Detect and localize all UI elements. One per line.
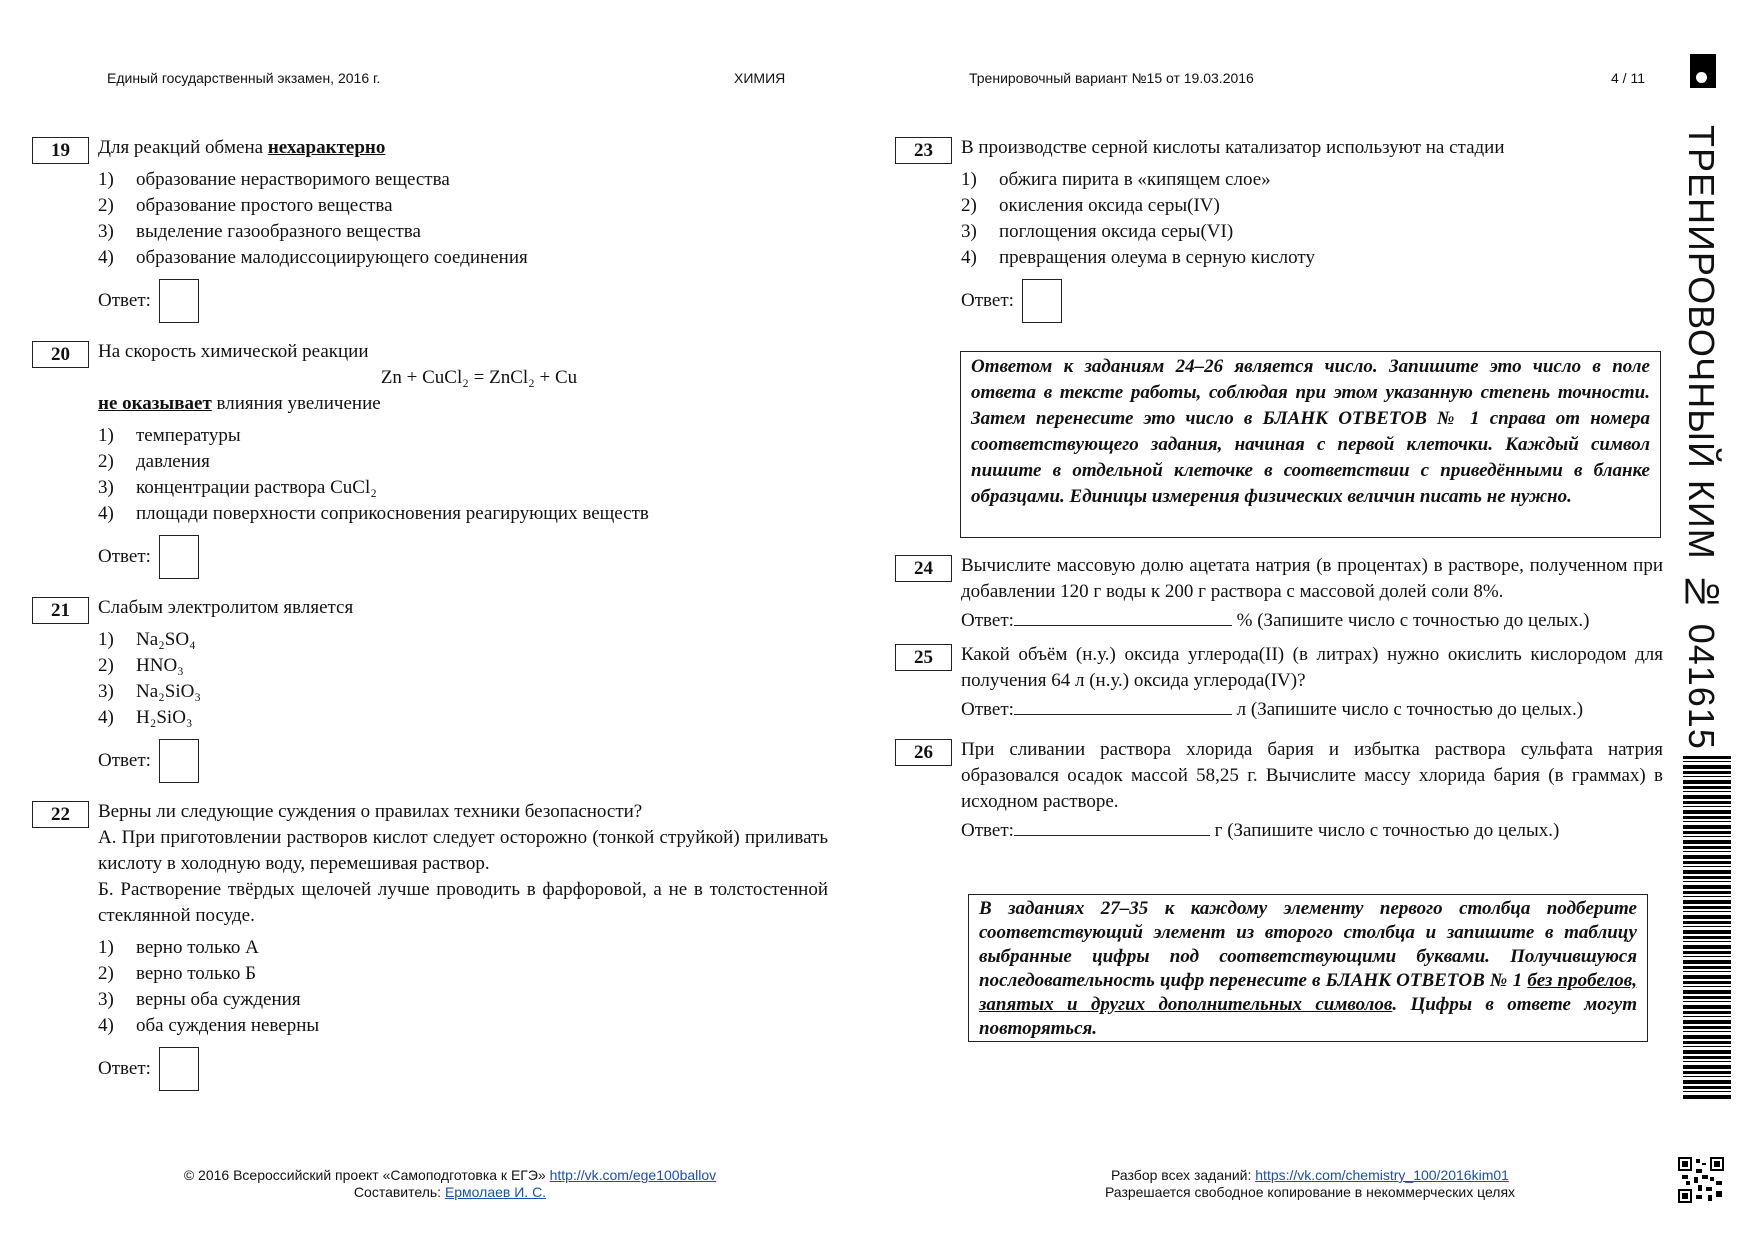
answer-row [98, 277, 800, 325]
question-text: Какой объём (н.у.) оксида углерода(II) (в литрах) нужно окислить кислородом для получения 64 л (н.у.) оксида углерода(IV)? [961, 644, 1663, 691]
answer-row [98, 533, 800, 581]
question-text: Вычислите массовую долю ацетата натрия (в процентах) в растворе, полученном при добавлении 120 г воды к 200 г раствора с массовой долей соли 8%. [961, 555, 1663, 602]
task-number: 24 [895, 555, 952, 582]
answer-line[interactable] [1014, 815, 1210, 836]
answer-row [961, 815, 1663, 844]
question-text: В производстве серной кислоты катализатор используют на стадии [961, 137, 1505, 158]
answer-box[interactable] [159, 739, 199, 783]
header-exam: Единый государственный экзамен, 2016 г. [107, 70, 381, 86]
options-list [961, 167, 1663, 271]
task-number: 19 [32, 137, 89, 164]
answer-label: Ответ: [961, 610, 1014, 631]
option-4: 4) площади поверхности соприкосновения реагирующих веществ [98, 503, 649, 524]
task-19 [30, 135, 800, 325]
option-2: 2) образование простого вещества [98, 195, 393, 216]
option-4: 4) H₂SiO₃ [98, 707, 193, 728]
answer-hint: г (Запишите число с точностью до целых.) [1214, 820, 1560, 841]
header-page: 4 / 11 [1611, 70, 1645, 86]
question-text: При сливании раствора хлорида бария и избытка раствора сульфата натрия образовался осадок массой 58,25 г. Вычислите массу хлорида бария (в граммах) в исходном растворе. [961, 739, 1663, 812]
answer-label: Ответ: [98, 750, 151, 771]
options-list [98, 627, 800, 731]
reaction-equation: Zn + CuCl₂ = ZnCl₂ + Cu [380, 367, 578, 388]
option-3: 3) концентрации раствора CuCl₂ [98, 477, 377, 498]
answer-box[interactable] [159, 279, 199, 323]
task-number: 23 [895, 137, 952, 164]
task-20 [30, 339, 800, 581]
question-text: Верны ли следующие суждения о правилах техники безопасности? [98, 801, 643, 822]
answer-row [961, 277, 1663, 325]
option-4: 4) оба суждения неверны [98, 1015, 320, 1036]
answer-label: Ответ: [98, 546, 151, 567]
options-list [98, 167, 800, 271]
option-1: 1) образование нерастворимого вещества [98, 169, 450, 190]
answer-row [98, 1045, 800, 1093]
option-1: 1) верно только А [98, 937, 259, 958]
question-text-2: не оказывает влияния увеличение [98, 393, 381, 414]
answer-hint: л (Запишите число с точностью до целых.) [1236, 699, 1584, 720]
author-link[interactable]: Ермолаев И. С. [444, 1184, 547, 1200]
answer-box[interactable] [159, 1047, 199, 1091]
statement-b: Б. Растворение твёрдых щелочей лучше проводить в фарфоровой, а не в толстостенной стеклянной посуде. [98, 879, 828, 926]
answer-line[interactable] [1014, 694, 1232, 715]
task-number: 25 [895, 644, 952, 671]
answer-box[interactable] [159, 535, 199, 579]
option-4: 4) образование малодиссоциирующего соединения [98, 247, 528, 268]
barcode [1683, 756, 1731, 1101]
answer-box[interactable] [1022, 279, 1062, 323]
task-22 [30, 799, 828, 1093]
option-4: 4) превращения олеума в серную кислоту [961, 247, 1315, 268]
qr-code-icon [1678, 1157, 1724, 1203]
answer-row [961, 694, 1663, 723]
answer-line[interactable] [1014, 605, 1232, 626]
answer-label: Ответ: [961, 290, 1014, 311]
footer-left: © 2016 Всероссийский проект «Самоподготовка к ЕГЭ» http://vk.com/ege100ballov Составитель: Ермолаев И. С. [183, 1167, 717, 1200]
copyright-link[interactable]: http://vk.com/ege100ballov [549, 1167, 717, 1183]
header-variant: Тренировочный вариант №15 от 19.03.2016 [969, 70, 1254, 86]
answer-label: Ответ: [98, 1058, 151, 1079]
answer-label: Ответ: [961, 820, 1014, 841]
option-3: 3) выделение газообразного вещества [98, 221, 421, 242]
statement-a: А. При приготовлении растворов кислот следует осторожно (тонкой струйкой) приливать кислоту в холодную воду, перемешивая раствор. [98, 827, 828, 874]
option-2: 2) верно только Б [98, 963, 257, 984]
task-26 [893, 737, 1663, 844]
question-text: Для реакций обмена нехарактерно [98, 137, 386, 158]
option-3: 3) верны оба суждения [98, 989, 301, 1010]
task-number: 20 [32, 341, 89, 368]
option-1: 1) температуры [98, 425, 241, 446]
side-title: ТРЕНИРОВОЧНЫЙ КИМ № 041615 [1681, 125, 1722, 750]
answer-label: Ответ: [98, 290, 151, 311]
option-1: 1) обжига пирита в «кипящем слое» [961, 169, 1271, 190]
header-subject: ХИМИЯ [734, 70, 786, 86]
answer-row [961, 605, 1663, 634]
answer-hint: % (Запишите число с точностью до целых.) [1236, 610, 1590, 631]
option-1: 1) Na₂SO₄ [98, 629, 196, 650]
option-3: 3) поглощения оксида серы(VI) [961, 221, 1234, 242]
question-text: На скорость химической реакции [98, 341, 369, 362]
task-23 [893, 135, 1663, 325]
task-number: 21 [32, 597, 89, 624]
right-column-lower [893, 553, 1663, 858]
option-2: 2) HNO₃ [98, 655, 184, 676]
option-2: 2) давления [98, 451, 210, 472]
instruction-note-24-26: Ответом к заданиям 24–26 является число. Запишите это число в поле ответа в тексте работы, соблюдая при этом указанную степень точности. Затем перенесите это число в БЛАНК ОТВЕТОВ № 1 справа от номера соответствующего задания, начиная с первой клеточки. Каждый символ пишите в отдельной клеточке в соответствии с приведёнными в бланке образцами. Единицы измерения физических величин писать не нужно. [960, 351, 1661, 538]
right-column [893, 135, 1663, 339]
option-3: 3) Na₂SiO₃ [98, 681, 201, 702]
emphasis: нехарактерно [267, 137, 386, 158]
task-25 [893, 642, 1663, 723]
options-list [98, 423, 800, 527]
answer-label: Ответ: [961, 699, 1014, 720]
question-text: Слабым электролитом является [98, 597, 354, 618]
left-column [30, 135, 828, 1107]
task-number: 26 [895, 739, 952, 766]
instruction-note-27-35: В заданиях 27–35 к каждому элементу первого столбца подберите соответствующий элемент из второго столбца и запишите в таблицу выбранные цифры под соответствующими буквами. Получившуюся последовательность цифр перенесите в БЛАНК ОТВЕТОВ № 1 без пробелов, запятых и других дополнительных символов. Цифры в ответе могут повторяться. [968, 894, 1648, 1042]
option-2: 2) окисления оксида серы(IV) [961, 195, 1220, 216]
options-list [98, 935, 800, 1039]
corner-logo [1690, 54, 1716, 88]
answer-row [98, 737, 800, 785]
task-24 [893, 553, 1663, 634]
task-21 [30, 595, 800, 785]
footer-right: Разбор всех заданий: https://vk.com/chemistry_100/2016kim01 Разрешается свободное копирование в некоммерческих целях [1104, 1167, 1516, 1200]
task-number: 22 [32, 801, 89, 828]
analysis-link[interactable]: https://vk.com/chemistry_100/2016kim01 [1255, 1167, 1509, 1183]
